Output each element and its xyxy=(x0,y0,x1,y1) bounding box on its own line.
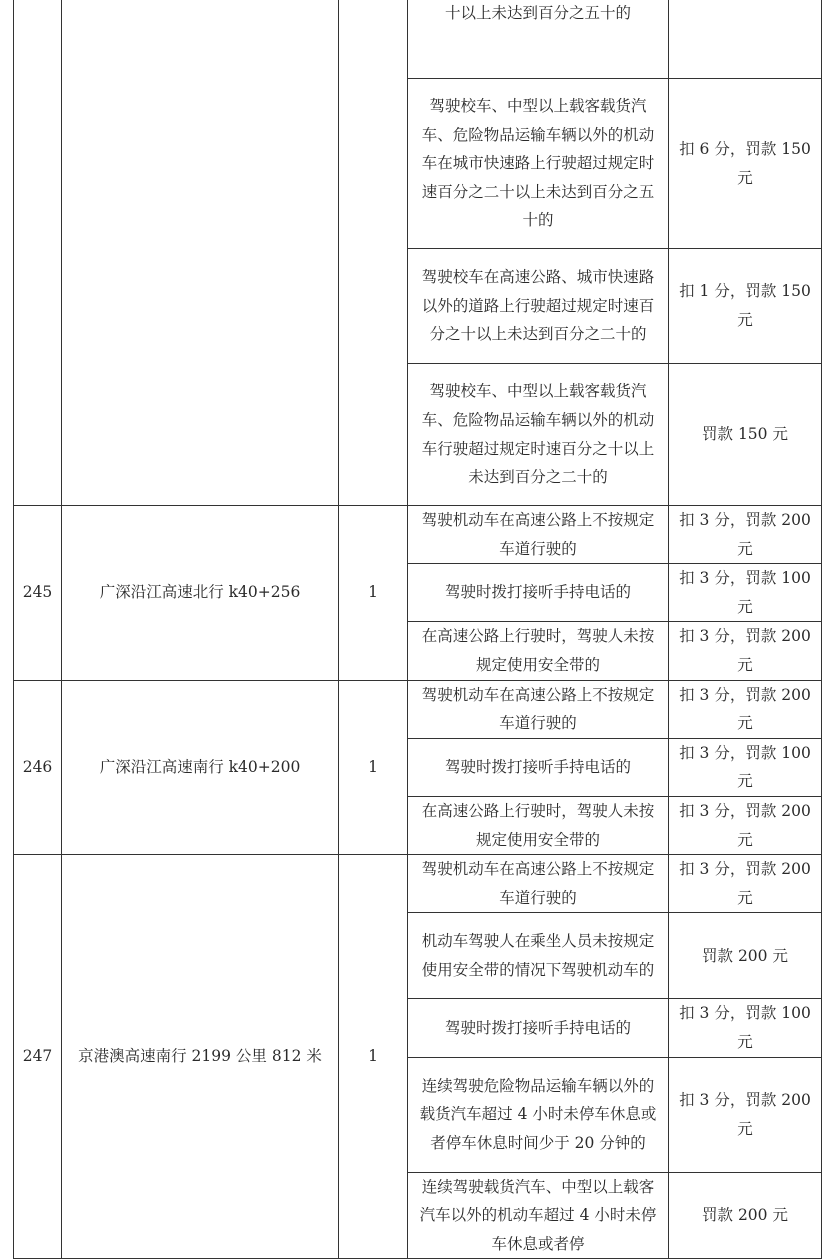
table-row xyxy=(14,0,822,79)
violation-behavior-cell: 驾驶时拨打接听手持电话的 xyxy=(408,738,669,796)
penalty-cell: 扣 3 分，罚款 200 元 xyxy=(669,506,822,564)
penalty-cell xyxy=(669,0,822,79)
violation-table xyxy=(13,0,822,1259)
device-count-cell xyxy=(339,0,408,506)
violation-behavior-cell: 驾驶校车、中型以上载客载货汽车、危险物品运输车辆以外的机动车行驶超过规定时速百分之十以上未达到百分之二十的 xyxy=(408,364,669,506)
penalty-cell: 扣 3 分，罚款 200 元 xyxy=(669,680,822,738)
penalty-cell: 扣 1 分，罚款 150 元 xyxy=(669,249,822,364)
location-cell: 广深沿江高速北行 k40+256 xyxy=(62,506,339,681)
violation-behavior-cell: 在高速公路上行驶时，驾驶人未按规定使用安全带的 xyxy=(408,796,669,854)
penalty-cell: 扣 6 分，罚款 150 元 xyxy=(669,79,822,249)
violation-behavior-cell: 驾驶机动车在高速公路上不按规定车道行驶的 xyxy=(408,855,669,913)
violation-behavior-cell: 机动车驾驶人在乘坐人员未按规定使用安全带的情况下驾驶机动车的 xyxy=(408,913,669,999)
penalty-cell: 扣 3 分，罚款 200 元 xyxy=(669,796,822,854)
penalty-cell: 扣 3 分，罚款 100 元 xyxy=(669,999,822,1057)
violation-behavior-cell: 驾驶机动车在高速公路上不按规定车道行驶的 xyxy=(408,680,669,738)
violation-behavior-cell: 驾驶机动车在高速公路上不按规定车道行驶的 xyxy=(408,506,669,564)
violation-behavior-cell: 连续驾驶载货汽车、中型以上载客汽车以外的机动车超过 4 小时未停车休息或者停 xyxy=(408,1172,669,1259)
violation-behavior-cell: 驾驶校车、中型以上载客载货汽车、危险物品运输车辆以外的机动车在城市快速路上行驶超过规定时速百分之二十以上未达到百分之五十的 xyxy=(408,79,669,249)
table-row xyxy=(14,680,822,738)
violation-behavior-cell: 驾驶时拨打接听手持电话的 xyxy=(408,564,669,622)
device-count-cell: 1 xyxy=(339,680,408,855)
device-count-cell: 1 xyxy=(339,506,408,681)
penalty-cell: 扣 3 分，罚款 100 元 xyxy=(669,738,822,796)
table-row xyxy=(14,855,822,913)
violation-behavior-cell: 在高速公路上行驶时，驾驶人未按规定使用安全带的 xyxy=(408,622,669,680)
item-number-cell: 246 xyxy=(14,680,62,855)
item-number-cell xyxy=(14,0,62,506)
penalty-cell: 扣 3 分，罚款 100 元 xyxy=(669,564,822,622)
penalty-cell: 罚款 200 元 xyxy=(669,1172,822,1259)
item-number-cell: 245 xyxy=(14,506,62,681)
item-number-cell: 247 xyxy=(14,855,62,1259)
penalty-cell: 扣 3 分，罚款 200 元 xyxy=(669,855,822,913)
location-cell: 广深沿江高速南行 k40+200 xyxy=(62,680,339,855)
violation-behavior-cell: 驾驶时拨打接听手持电话的 xyxy=(408,999,669,1057)
table-row xyxy=(14,506,822,564)
penalty-cell: 罚款 150 元 xyxy=(669,364,822,506)
violation-behavior-cell: 连续驾驶危险物品运输车辆以外的载货汽车超过 4 小时未停车休息或者停车休息时间少于 20 分钟的 xyxy=(408,1057,669,1172)
penalty-cell: 扣 3 分，罚款 200 元 xyxy=(669,1057,822,1172)
penalty-cell: 罚款 200 元 xyxy=(669,913,822,999)
violation-behavior-cell: 驾驶校车在高速公路、城市快速路以外的道路上行驶超过规定时速百分之十以上未达到百分之二十的 xyxy=(408,249,669,364)
location-cell xyxy=(62,0,339,506)
violation-behavior-cell: 十以上未达到百分之五十的 xyxy=(408,0,669,79)
location-cell: 京港澳高速南行 2199 公里 812 米 xyxy=(62,855,339,1259)
device-count-cell: 1 xyxy=(339,855,408,1259)
penalty-cell: 扣 3 分，罚款 200 元 xyxy=(669,622,822,680)
